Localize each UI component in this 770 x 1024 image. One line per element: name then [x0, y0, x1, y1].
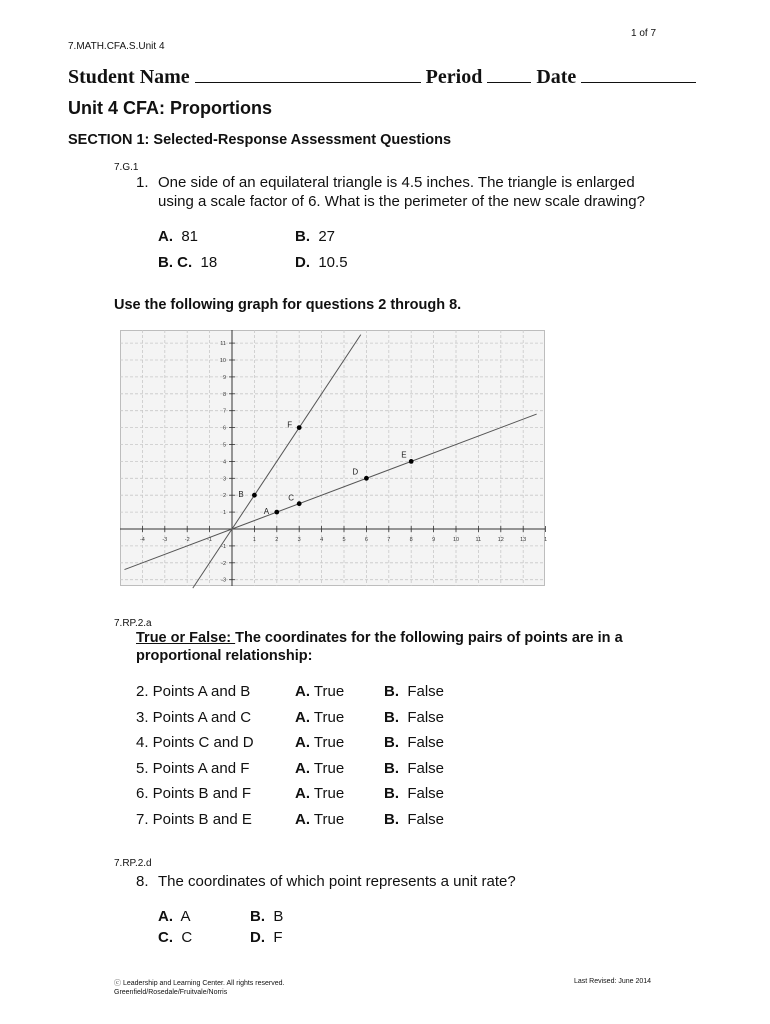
tf-option-true[interactable] — [295, 785, 344, 802]
tf-item-label: 3. Points A and C — [136, 709, 252, 726]
tf-option-false[interactable] — [384, 785, 444, 802]
footer-revised: Last Revised: June 2014 — [574, 978, 652, 985]
y-tick-label: -3 — [221, 577, 226, 584]
tf-heading-line2: proportional relationship: — [136, 648, 313, 664]
q8-option-d-value: F — [273, 929, 283, 946]
tf-option-a-letter: A. — [295, 760, 310, 777]
point-B — [252, 493, 257, 498]
tf-option-true[interactable] — [295, 709, 344, 726]
y-tick-label: 1 — [222, 510, 226, 517]
q8-standard: 7.RP.2.d — [114, 858, 152, 869]
date-field[interactable] — [581, 64, 696, 83]
tf-option-a-letter: A. — [295, 734, 310, 751]
tf-option-b-text: False — [407, 734, 445, 751]
point-label-A: A — [263, 507, 270, 517]
y-tick-label: 8 — [222, 391, 226, 398]
q8-option-c[interactable] — [158, 929, 192, 946]
y-tick-label: 9 — [222, 374, 226, 381]
tf-option-false[interactable] — [384, 734, 444, 751]
tf-option-a-text: True — [313, 683, 345, 700]
tf-option-a-letter: A. — [295, 811, 310, 828]
graph-instruction: Use the following graph for questions 2 through 8. — [114, 297, 462, 313]
y-tick-label: -2 — [221, 560, 226, 567]
x-tick-label: 5 — [342, 537, 346, 543]
y-tick-label: 4 — [222, 459, 226, 466]
section-title: SECTION 1: Selected-Response Assessment Questions — [68, 132, 452, 148]
tf-item-7 — [136, 811, 252, 828]
tf-option-a-letter: A. — [295, 683, 310, 700]
x-tick-label: 9 — [432, 537, 436, 543]
tf-option-true[interactable] — [295, 760, 344, 777]
x-tick-label: 8 — [409, 537, 413, 543]
period-field[interactable] — [487, 64, 531, 83]
tf-item-label: 2. Points A and B — [136, 683, 251, 700]
q8-option-b-value: B — [273, 908, 284, 925]
q8-option-c-letter: C. — [158, 929, 173, 946]
tf-option-false[interactable] — [384, 760, 444, 777]
x-tick-label: 7 — [387, 537, 391, 543]
tf-option-false[interactable] — [384, 709, 444, 726]
tf-standard: 7.RP.2.a — [114, 618, 152, 629]
tf-item-5 — [136, 760, 249, 777]
q1-option-d-value: 10.5 — [318, 254, 348, 271]
tf-item-4 — [136, 734, 254, 751]
point-label-E: E — [401, 450, 407, 460]
tf-option-b-letter: B. — [384, 709, 399, 726]
page-number: 1 of 7 — [631, 28, 657, 39]
student-name-label: Student Name — [68, 66, 190, 88]
tf-option-a-letter: A. — [295, 785, 310, 802]
q1-option-c-value: 18 — [200, 254, 218, 271]
page-title: Unit 4 CFA: Proportions — [68, 98, 272, 118]
y-tick-label: 3 — [222, 476, 226, 483]
y-tick-label: 5 — [222, 442, 226, 449]
point-F — [297, 425, 302, 430]
x-tick-label: 13 — [520, 537, 527, 543]
tf-option-b-letter: B. — [384, 683, 399, 700]
y-tick-label: 11 — [220, 341, 226, 348]
tf-option-b-text: False — [407, 760, 445, 777]
date-label: Date — [536, 66, 577, 88]
q8-number: 8. — [136, 873, 149, 890]
q1-text-line2: using a scale factor of 6. What is the perimeter of the new scale drawing? — [158, 193, 645, 210]
q1-standard: 7.G.1 — [114, 162, 139, 173]
tf-option-a-text: True — [313, 709, 345, 726]
coordinate-graph — [120, 330, 548, 586]
y-tick-label: 7 — [222, 408, 226, 415]
course-code: 7.MATH.CFA.S.Unit 4 — [68, 41, 165, 52]
q1-option-a-letter: A. — [158, 228, 173, 245]
point-A — [274, 510, 279, 515]
q1-option-b-letter: B. — [295, 228, 310, 245]
q1-option-c[interactable] — [158, 254, 217, 271]
q1-option-a-value: 81 — [181, 228, 199, 245]
y-tick-label: 10 — [219, 358, 226, 364]
x-tick-label: 3 — [297, 537, 301, 543]
tf-option-a-text: True — [313, 734, 345, 751]
q8-option-b-letter: B. — [250, 908, 265, 925]
x-tick-label: -2 — [184, 537, 190, 543]
q8-option-b[interactable] — [250, 908, 283, 925]
tf-item-2 — [136, 683, 250, 700]
tf-option-b-letter: B. — [384, 811, 399, 828]
x-tick-label: 11 — [475, 537, 482, 543]
tf-option-b-text: False — [407, 683, 445, 700]
q1-option-d[interactable] — [295, 254, 348, 271]
y-tick-label: 6 — [222, 425, 226, 432]
q1-number: 1. — [136, 174, 149, 191]
footer-copyright: ⓒ Leadership and Learning Center. All rights reserved. — [114, 980, 285, 987]
q1-option-b-value: 27 — [318, 228, 336, 245]
tf-item-label: 7. Points B and E — [136, 811, 252, 828]
q8-option-d-letter: D. — [250, 929, 265, 946]
tf-heading-rest: The coordinates for the following pairs of points are in a — [235, 630, 623, 646]
tf-option-b-text: False — [407, 811, 445, 828]
q8-option-d[interactable] — [250, 929, 283, 946]
tf-option-b-letter: B. — [384, 760, 399, 777]
q1-option-a[interactable] — [158, 228, 198, 245]
q8-option-a-value: A — [180, 908, 191, 925]
x-tick-label: 2 — [275, 537, 279, 543]
point-D — [364, 476, 369, 481]
tf-item-3 — [136, 709, 251, 726]
tf-item-label: 4. Points C and D — [136, 734, 254, 751]
tf-item-label: 5. Points A and F — [136, 760, 250, 777]
y-tick-label: -1 — [221, 543, 226, 550]
x-tick-label: 1 — [544, 537, 548, 543]
tf-option-true[interactable] — [295, 683, 344, 700]
x-tick-label: 10 — [452, 537, 460, 543]
tf-item-label: 6. Points B and F — [136, 785, 252, 802]
q8-option-a-letter: A. — [158, 908, 173, 925]
point-E — [409, 459, 414, 464]
footer-schools: Greenfield/Rosedale/Fruitvale/Norris — [114, 989, 228, 996]
period-label: Period — [425, 66, 483, 88]
tf-option-true[interactable] — [295, 734, 344, 751]
student-name-field[interactable] — [195, 64, 421, 83]
q1-option-d-letter: D. — [295, 254, 310, 271]
tf-heading — [136, 630, 623, 646]
tf-option-b-letter: B. — [384, 785, 399, 802]
x-tick-label: -3 — [162, 537, 168, 543]
student-info-line — [68, 64, 696, 89]
x-tick-label: -4 — [139, 537, 145, 543]
point-label-F: F — [287, 420, 293, 430]
tf-option-true[interactable] — [295, 811, 344, 828]
q8-text: The coordinates of which point represents a unit rate? — [158, 873, 516, 890]
x-tick-label: -1 — [207, 537, 213, 543]
tf-option-false[interactable] — [384, 683, 444, 700]
x-tick-label: 12 — [497, 537, 504, 543]
tf-option-a-letter: A. — [295, 709, 310, 726]
point-label-C: C — [288, 493, 294, 503]
point-C — [297, 501, 302, 506]
q1-option-b[interactable] — [295, 228, 335, 245]
point-label-B: B — [238, 490, 244, 500]
y-tick-label: 2 — [222, 493, 226, 500]
tf-option-a-text: True — [313, 760, 345, 777]
q8-option-c-value: C — [181, 929, 193, 946]
x-tick-label: 6 — [364, 537, 368, 543]
q8-option-a[interactable] — [158, 908, 191, 925]
tf-option-b-letter: B. — [384, 734, 399, 751]
tf-option-a-text: True — [313, 785, 345, 802]
x-tick-label: 4 — [320, 537, 324, 543]
tf-option-false[interactable] — [384, 811, 444, 828]
tf-option-a-text: True — [313, 811, 345, 828]
q1-text-line1: One side of an equilateral triangle is 4.5 inches. The triangle is enlarged — [158, 174, 635, 191]
tf-option-b-text: False — [407, 709, 445, 726]
point-label-D: D — [352, 467, 359, 477]
tf-heading-underlined: True or False: — [136, 630, 236, 646]
tf-item-6 — [136, 785, 251, 802]
q1-option-c-letter: B. C. — [158, 254, 193, 271]
tf-option-b-text: False — [407, 785, 445, 802]
x-tick-label: 1 — [252, 537, 256, 543]
